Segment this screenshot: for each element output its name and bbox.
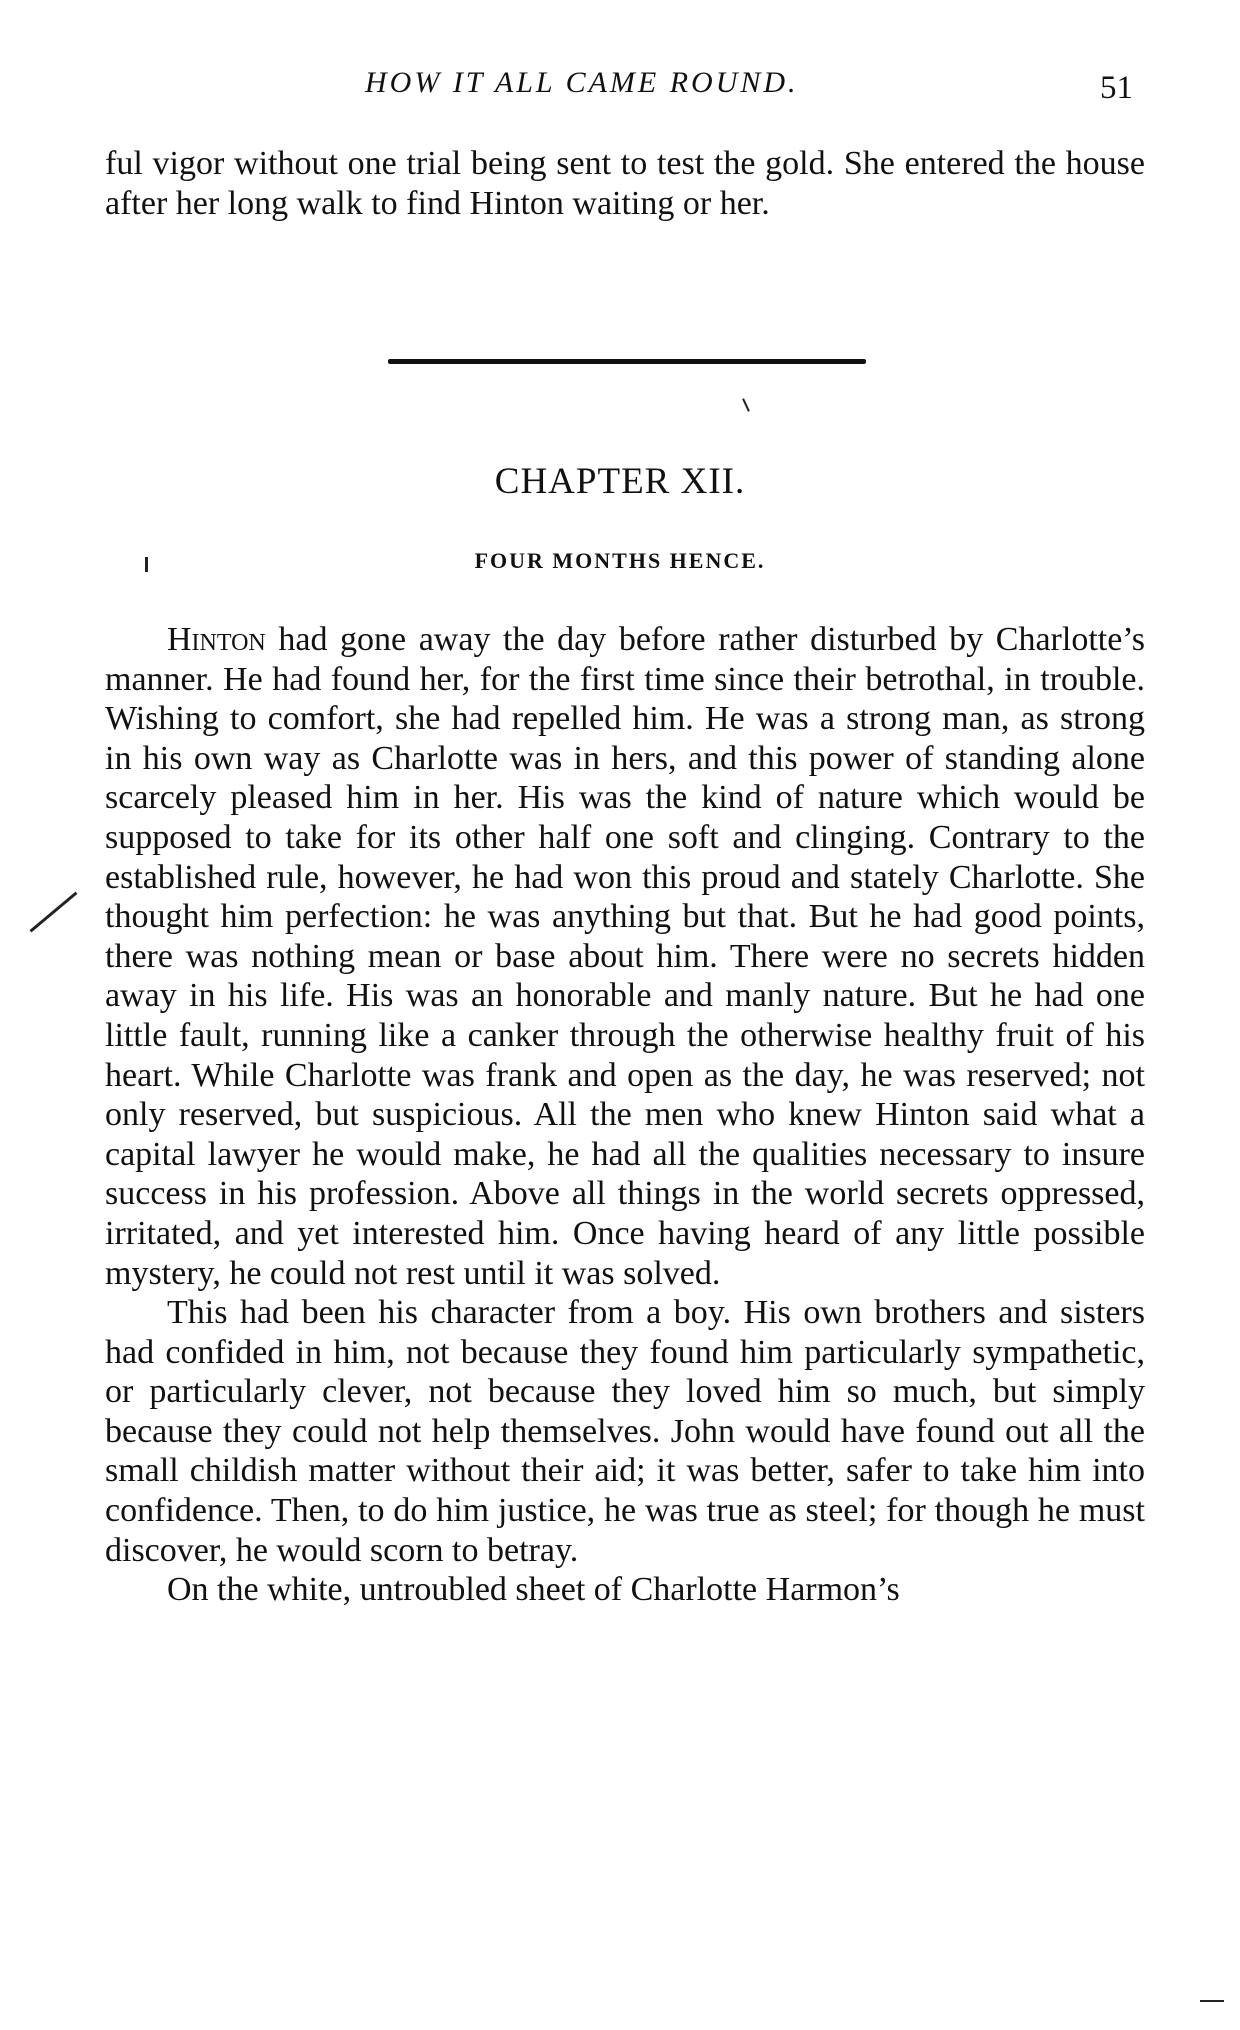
paragraph-text: On the white, untroubled sheet of Charlotte Harmon’s — [167, 1571, 900, 1609]
running-title: HOW IT ALL CAME ROUND. — [365, 66, 799, 99]
body-paragraph-1 — [105, 620, 1145, 1293]
chapter-body — [105, 620, 1145, 1610]
stray-mark — [1200, 2000, 1224, 2002]
chapter-title: CHAPTER XII. — [494, 461, 746, 502]
opening-paragraph-block — [105, 144, 1145, 223]
running-header — [0, 66, 1240, 110]
margin-pencil-mark — [30, 892, 78, 933]
body-paragraph-2 — [105, 1293, 1145, 1570]
paragraph-lead-word: Hinton — [167, 621, 266, 658]
paragraph-text: This had been his character from a boy. His own brothers and sisters had confided in him, not because they found him particularly sympathetic, or particularly clever, not because they loved him so much, but simply because they could not help themselves. John would have found out all the small childish matter without their aid; it was better, safer to take him into confidence. Then, to do him justice, he was true as steel; for though he must discover, he would scorn to betray. — [105, 1294, 1145, 1569]
opening-paragraph: ful vigor without one trial being sent to test the gold. She entered the house after her long walk to find Hinton waiting or her. — [105, 145, 1145, 222]
stray-mark — [742, 398, 750, 412]
body-paragraph-3 — [105, 1570, 1145, 1610]
section-divider-rule — [388, 359, 866, 364]
paragraph-text: had gone away the day before rather disturbed by Charlotte’s manner. He had found her, for the first time since their betrothal, in trouble. Wishing to comfort, she had repelled him. He was a strong man, as strong in his own way as Charlotte was in hers, and this power of standing alone scarcely pleased him in her. His was the kind of nature which would be supposed to take for its other half one soft and clinging. Contrary to the established rule, however, he had won this proud and stately Charlotte. She thought him perfection: he was anything but that. But he had good points, there was nothing mean or base about him. There were no secrets hidden away in his life. His was an honorable and manly nature. But he had one little fault, running like a canker through the otherwise healthy fruit of his heart. While Charlotte was frank and open as the day, he was reserved; not only reserved, but suspicious. All the men who knew Hinton said what a capital lawyer he would make, he had all the qualities necessary to insure success in his profession. Above all things in the world secrets oppressed, irritated, and yet interested him. Once having heard of any little possible mystery, he could not rest until it was solved. — [105, 621, 1145, 1292]
page-number: 51 — [1100, 70, 1133, 106]
chapter-subtitle: FOUR MONTHS HENCE. — [474, 548, 766, 573]
